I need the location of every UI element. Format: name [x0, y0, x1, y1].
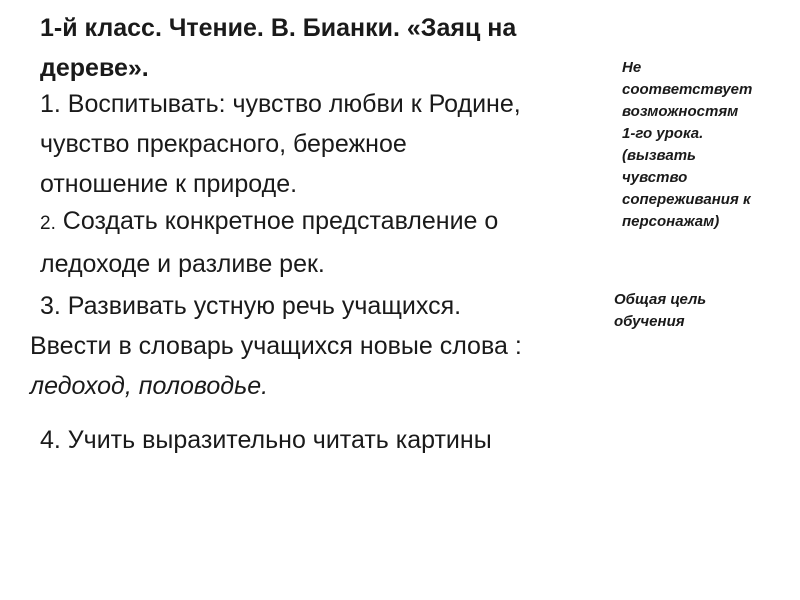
note-1-line-2: соответствует [622, 81, 753, 98]
note-1-line-7: сопереживания к [622, 191, 751, 208]
goal-3-line-1: 3. Развивать устную речь учащихся. [40, 292, 462, 320]
note-1-line-8: персонажам) [622, 213, 720, 230]
goal-1-line-3: отношение к природе. [40, 170, 298, 198]
slide-title [40, 8, 600, 88]
note-2-line-1: Общая цель [614, 291, 707, 308]
goal-2-line-1-text: Создать конкретное представление о [55, 207, 499, 235]
goal-item-4 [40, 420, 492, 460]
goal-3-line-3-italic: ледоход, половодье. [30, 372, 269, 400]
note-1-line-3: возможностям [622, 103, 739, 120]
goal-4-line-1: 4. Учить выразительно читать картины [40, 426, 492, 454]
goal-1-line-2: чувство прекрасного, бережное [40, 130, 407, 158]
goal-2-line-1 [40, 201, 498, 244]
title-line-1: 1-й класс. Чтение. В. Бианки. «Заяц на [40, 14, 517, 42]
goal-item-3 [30, 286, 522, 406]
side-note-2 [614, 289, 706, 333]
title-line-2: дереве». [40, 54, 149, 82]
note-1-line-4: 1-го урока. [622, 125, 704, 142]
goal-1-line-1: 1. Воспитывать: чувство любви к Родине, [40, 90, 521, 118]
note-1-line-1: Не [622, 59, 642, 76]
note-1-line-6: чувство [622, 169, 688, 186]
goal-3-line-2: Ввести в словарь учащихся новые слова : [30, 332, 522, 360]
goal-2-line-2: ледоходе и разливе рек. [40, 250, 325, 278]
note-1-line-5: (вызвать [622, 147, 696, 164]
goal-2-number: 2. [40, 213, 56, 234]
goal-item-2 [40, 201, 498, 284]
goal-item-1 [40, 84, 521, 204]
note-2-line-2: обучения [614, 313, 685, 330]
side-note-1 [622, 57, 752, 233]
